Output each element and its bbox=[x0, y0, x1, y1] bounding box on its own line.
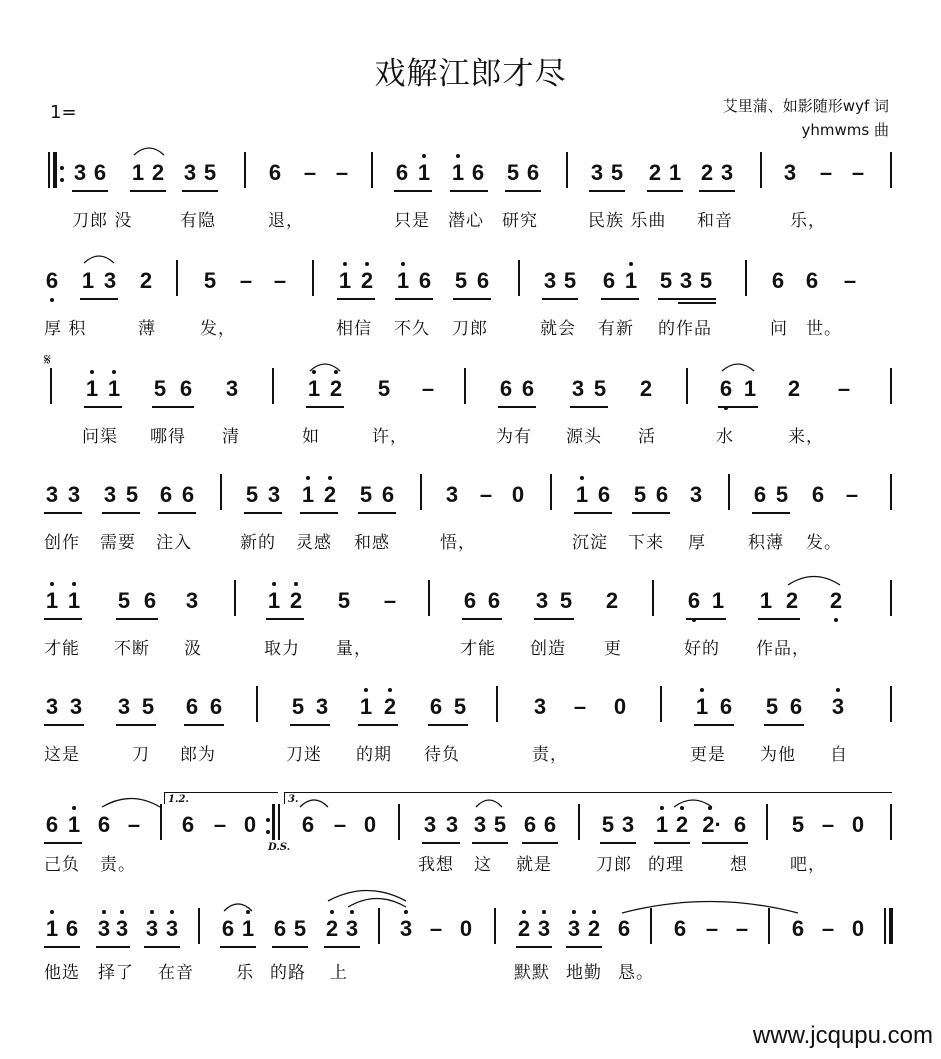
credits bbox=[723, 94, 889, 142]
lyric: 创作 bbox=[44, 533, 80, 553]
lyric: 为他 bbox=[760, 745, 796, 765]
lyric: 这是 bbox=[44, 745, 80, 765]
lyric: 待负 bbox=[424, 745, 460, 765]
lyric: 源头 bbox=[566, 427, 602, 447]
lyric: 和感 bbox=[354, 533, 390, 553]
lyric: 作品， bbox=[756, 639, 810, 659]
lyrics-row bbox=[0, 422, 941, 448]
lyric: 下来 bbox=[628, 533, 664, 553]
lyric: 想 bbox=[730, 855, 748, 875]
lyric: 就是 bbox=[516, 855, 552, 875]
lyric: 来， bbox=[788, 427, 824, 447]
lyrics-row bbox=[0, 634, 941, 660]
lyric: 需要 bbox=[100, 533, 136, 553]
lyric: 潜心 bbox=[448, 211, 484, 231]
lyric: 问 bbox=[770, 319, 788, 339]
lyric: 问渠 bbox=[82, 427, 118, 447]
lyric: 责。 bbox=[100, 855, 136, 875]
notes-row: 6 1 3 2 5 – – 1 2 1 6 5 6 3 5 6 1 5 3 5 6 6 – bbox=[0, 268, 941, 308]
lyric: 不断 bbox=[114, 639, 150, 659]
lyric: 更是 bbox=[690, 745, 726, 765]
lyric: 择了 bbox=[98, 963, 134, 983]
lyric: 他选 bbox=[44, 963, 80, 983]
lyrics-row bbox=[0, 314, 941, 340]
lyric: 乐 bbox=[236, 963, 254, 983]
lyric: 研究 bbox=[502, 211, 538, 231]
lyric: 取力 bbox=[264, 639, 300, 659]
lyric: 乐， bbox=[790, 211, 826, 231]
lyric: 新的 bbox=[240, 533, 276, 553]
lyric: 水 bbox=[716, 427, 734, 447]
lyric: 刀郎 bbox=[452, 319, 488, 339]
lyric: 退， bbox=[268, 211, 304, 231]
lyric: 刀迷 bbox=[286, 745, 322, 765]
lyric: 薄 bbox=[138, 319, 156, 339]
key-signature: 1= bbox=[50, 102, 77, 123]
lyric: 的理 bbox=[648, 855, 684, 875]
lyric: 只是 bbox=[394, 211, 430, 231]
lyric: 如 bbox=[302, 427, 320, 447]
site-watermark: www.jcqupu.com bbox=[752, 1022, 933, 1049]
lyric: 灵感 bbox=[296, 533, 332, 553]
lyric: 有隐 bbox=[180, 211, 216, 231]
lyric: 地勤 bbox=[566, 963, 602, 983]
lyric: 有新 bbox=[598, 319, 634, 339]
lyric: 上 bbox=[330, 963, 348, 983]
volta-1-2: 1.2. bbox=[168, 794, 189, 805]
lyric: 为有 bbox=[496, 427, 532, 447]
lyrics-row bbox=[0, 528, 941, 554]
lyric: 好的 bbox=[684, 639, 720, 659]
lyric: 厚 积 bbox=[44, 319, 87, 339]
lyric: 自 bbox=[830, 745, 848, 765]
lyrics-row bbox=[0, 958, 941, 984]
lyric: 恳。 bbox=[618, 963, 654, 983]
lyric: 厚 bbox=[688, 533, 706, 553]
lyric: 民族 乐曲 bbox=[588, 211, 667, 231]
notes-row: 6 1 6 – 1.2. 6 – 0 D.S. 3. 6 – 0 3 3 3 5 6 6 5 3 1 2 2· 6 5 – 0 bbox=[0, 812, 941, 852]
lyric: 责， bbox=[532, 745, 568, 765]
lyric: 注入 bbox=[156, 533, 192, 553]
score-title: 戏解江郎才尽 bbox=[374, 56, 567, 92]
notes-row: 1 6 3 3 3 3 6 1 6 5 2 3 3 – 0 2 3 3 2 6 6 – – 6 – 0 bbox=[0, 916, 941, 956]
lyric: 量， bbox=[336, 639, 372, 659]
lyric: 积薄 bbox=[748, 533, 784, 553]
lyric: 不久 bbox=[394, 319, 430, 339]
lyric: 世。 bbox=[806, 319, 842, 339]
lyric: 刀 bbox=[132, 745, 150, 765]
lyric: 哪得 bbox=[150, 427, 186, 447]
lyric: 就会 bbox=[540, 319, 576, 339]
lyric: 沉淀 bbox=[572, 533, 608, 553]
lyric: 活 bbox=[638, 427, 656, 447]
notes-row: 3 3 3 5 6 6 5 3 1 2 5 6 3 – 0 1 6 5 6 3 6 5 6 – bbox=[0, 482, 941, 522]
lyric: 许， bbox=[372, 427, 408, 447]
lyrics-row bbox=[0, 206, 941, 232]
lyric: 刀郎 bbox=[596, 855, 632, 875]
composer-credit: yhmwms 曲 bbox=[801, 121, 889, 139]
lyric: 才能 bbox=[460, 639, 496, 659]
notes-row: 1 1 5 6 3 1 2 5 – 6 6 3 5 2 6 1 1 2 2 bbox=[0, 588, 941, 628]
lyric: 发， bbox=[200, 319, 236, 339]
lyric: 清 bbox=[222, 427, 240, 447]
lyric: 更 bbox=[604, 639, 622, 659]
volta-3: 3. bbox=[288, 794, 299, 805]
lyric: 郎为 bbox=[180, 745, 216, 765]
lyric: 和音 bbox=[697, 211, 733, 231]
ds-mark: D.S. bbox=[268, 842, 291, 853]
lyric: 默默 bbox=[514, 963, 550, 983]
lyricist-credit: 艾里蒲、如影随形wyf 词 bbox=[722, 97, 889, 115]
lyric: 这 bbox=[474, 855, 492, 875]
lyric: 发。 bbox=[806, 533, 842, 553]
lyric: 我想 bbox=[418, 855, 454, 875]
segno-mark: 𝄋 bbox=[44, 350, 51, 369]
notes-row: 3 6 1 2 3 5 6 – – 6 1 1 6 5 6 3 5 2 1 2 3 3 – – bbox=[0, 160, 941, 200]
lyric: 己负 bbox=[44, 855, 80, 875]
notes-row: 1 1 5 6 3 1 2 5 – 6 6 3 5 2 6 1 2 – bbox=[0, 376, 941, 416]
lyric: 创造 bbox=[530, 639, 566, 659]
lyric: 刀郎 没 bbox=[72, 211, 133, 231]
lyric: 的期 bbox=[356, 745, 392, 765]
lyric: 汲 bbox=[184, 639, 202, 659]
lyric: 相信 bbox=[336, 319, 372, 339]
lyric: 的路 bbox=[270, 963, 306, 983]
lyric: 在音 bbox=[158, 963, 194, 983]
notes-row: 3 3 3 5 6 6 5 3 1 2 6 5 3 – 0 1 6 5 6 3 bbox=[0, 694, 941, 734]
lyric: 的作品 bbox=[658, 319, 712, 339]
lyrics-row bbox=[0, 740, 941, 766]
lyric: 吧， bbox=[790, 855, 826, 875]
lyric: 才能 bbox=[44, 639, 80, 659]
lyric: 悟， bbox=[440, 533, 476, 553]
lyrics-row bbox=[0, 850, 941, 876]
